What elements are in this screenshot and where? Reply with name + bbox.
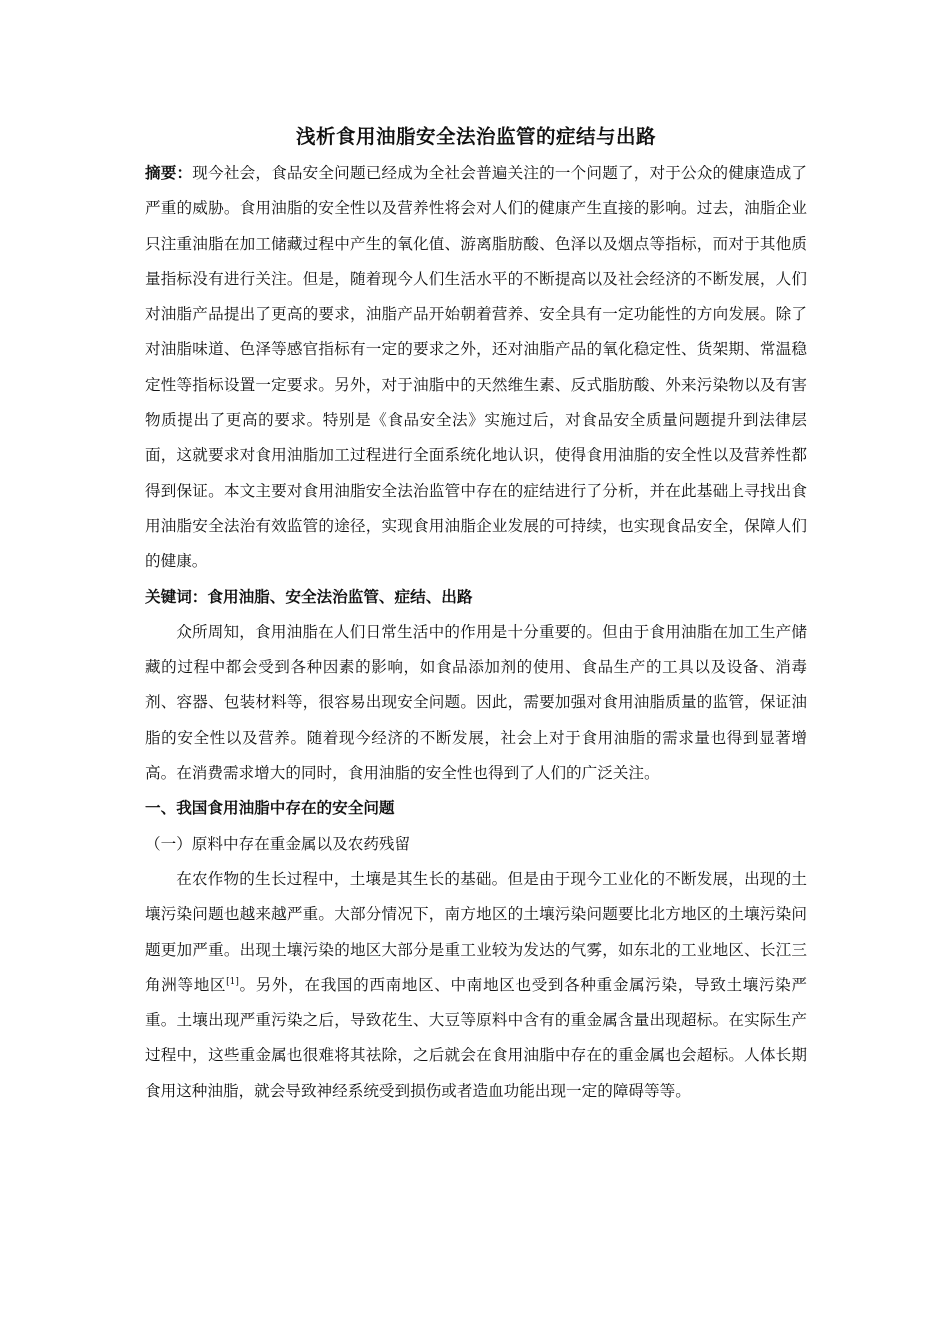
document-title: 浅析食用油脂安全法治监管的症结与出路 <box>295 125 656 148</box>
body-paragraph <box>145 862 807 1109</box>
document-page <box>145 118 807 1109</box>
keywords-line <box>145 580 807 615</box>
abstract-label: 摘要： <box>145 164 193 182</box>
paragraph-text-part1: 在农作物的生长过程中，土壤是其生长的基础。但是由于现今工业化的不断发展，出现的土壤污染问题也越来越严重。大部分情况下，南方地区的土壤污染问题要比北方地区的土壤污染问题更加严重。出现土壤污染的地区大部分是重工业较为发达的气雾，如东北的工业地区、长江三角洲等地区 <box>145 869 807 994</box>
intro-paragraph: 众所周知，食用油脂在人们日常生活中的作用是十分重要的。但由于食用油脂在加工生产储藏的过程中都会受到各种因素的影响，如食品添加剂的使用、食品生产的工具以及设备、消毒剂、容器、包装材料等，很容易出现安全问题。因此，需要加强对食用油脂质量的监管，保证油脂的安全性以及营养。随着现今经济的不断发展，社会上对于食用油脂的需求量也得到显著增高。在消费需求增大的同时，食用油脂的安全性也得到了人们的广泛关注。 <box>145 622 807 783</box>
abstract-text: 现今社会，食品安全问题已经成为全社会普遍关注的一个问题了，对于公众的健康造成了严重的威胁。食用油脂的安全性以及营养性将会对人们的健康产生直接的影响。过去，油脂企业只注重油脂在加工储藏过程中产生的氧化值、游离脂肪酸、色泽以及烟点等指标，而对于其他质量指标没有进行关注。但是，随着现今人们生活水平的不断提高以及社会经济的不断发展，人们对油脂产品提出了更高的要求，油脂产品开始朝着营养、安全具有一定功能性的方向发展。除了对油脂味道、色泽等感官指标有一定的要求之外，还对油脂产品的氧化稳定性、货架期、常温稳定性等指标设置一定要求。另外，对于油脂中的天然维生素、反式脂肪酸、外来污染物以及有害物质提出了更高的要求。特别是《食品安全法》实施过后，对食品安全质量问题提升到法律层面，这就要求对食用油脂加工过程进行全面系统化地认识，使得食用油脂的安全性以及营养性都得到保证。本文主要对食用油脂安全法治监管中存在的症结进行了分析，并在此基础上寻找出食用油脂安全法治有效监管的途径，实现食用油脂企业发展的可持续，也实现食品安全，保障人们的健康。 <box>145 164 807 571</box>
abstract-paragraph <box>145 156 807 580</box>
paragraph-text-part2: 。另外，在我国的西南地区、中南地区也受到各种重金属污染，导致土壤污染严重。土壤出现严重污染之后，导致花生、大豆等原料中含有的重金属含量出现超标。在实际生产过程中，这些重金属也很难将其祛除，之后就会在食用油脂中存在的重金属也会超标。人体长期食用这种油脂，就会导致神经系统受到损伤或者造血功能出现一定的障碍等等。 <box>145 975 807 1100</box>
keywords-text: 食用油脂、安全法治监管、症结、出路 <box>207 587 473 606</box>
citation-reference: [1] <box>226 976 239 987</box>
subsection-heading: （一）原料中存在重金属以及农药残留 <box>145 834 411 853</box>
keywords-label: 关键词： <box>145 587 208 606</box>
section-heading: 一、我国食用油脂中存在的安全问题 <box>145 799 395 818</box>
